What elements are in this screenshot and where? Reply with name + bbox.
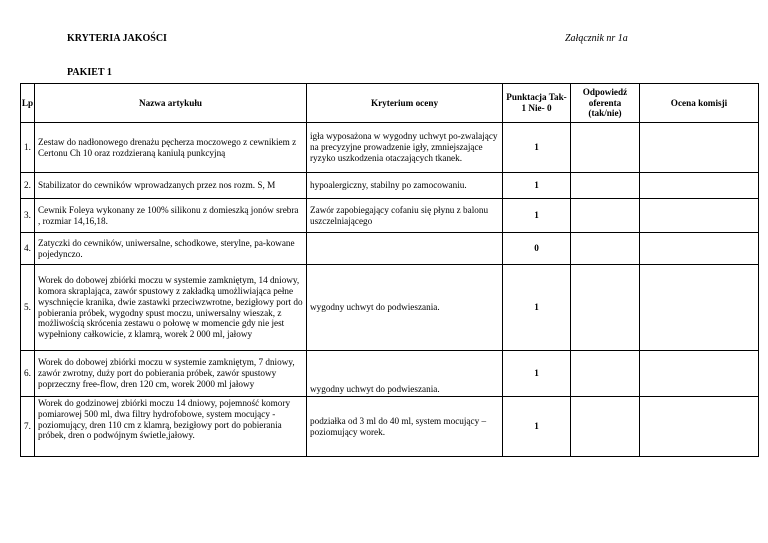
row-score: 1 [503,265,571,351]
row-lp: 3. [21,199,35,233]
row-commission-cell[interactable] [640,173,759,199]
table-row [21,233,759,265]
quality-criteria-table [20,83,759,457]
row-name: Zatyczki do cewników, uniwersalne, schodkowe, sterylne, pa-kowane pojedynczo. [35,233,307,265]
row-score: 1 [503,123,571,173]
row-answer-cell[interactable] [571,265,640,351]
row-score: 1 [503,199,571,233]
header-criterion: Kryterium oceny [307,84,503,123]
row-lp: 6. [21,351,35,397]
row-criterion: wygodny uchwyt do podwieszania. [307,351,503,397]
row-lp: 2. [21,173,35,199]
row-commission-cell[interactable] [640,199,759,233]
row-criterion: igła wyposażona w wygodny uchwyt po-zwalający na precyzyjne prowadzenie igły, zmniejszające ryzyko uszkodzenia otaczających tkanek. [307,123,503,173]
package-label: PAKIET 1 [67,67,112,78]
row-lp: 7. [21,397,35,457]
row-criterion [307,233,503,265]
row-criterion: hypoalergiczny, stabilny po zamocowaniu. [307,173,503,199]
row-lp: 4. [21,233,35,265]
row-commission-cell[interactable] [640,233,759,265]
row-answer-cell[interactable] [571,123,640,173]
row-name: Worek do dobowej zbiórki moczu w systemie zamkniętym, 14 dniowy, komora skraplająca, zawór spustowy z zakładką umożliwiająca pełne wyschnięcie kranika, dwie zastawki przeciwzwrotne, bezigłowy port do pobierania próbek, wygodny spust moczu, uniwersalny wieszak, z możliwością skrócenia zestawu o połowę w momencie gdy nie jest wypełniony całkowicie, z klamrą, worek 2 000 ml, jałowy [35,265,307,351]
row-score: 0 [503,233,571,265]
row-name: Worek do dobowej zbiórki moczu w systemie zamkniętym, 7 dniowy, zawór zwrotny, duży port do pobierania próbek, zawór spustowy poprzeczny free-flow, dren 120 cm, worek 2000 ml jałowy [35,351,307,397]
row-commission-cell[interactable] [640,265,759,351]
table-row [21,199,759,233]
header-lp: Lp [21,84,35,123]
document-title: KRYTERIA JAKOŚCI [67,33,167,44]
row-name: Stabilizator do cewników wprowadzanych przez nos rozm. S, M [35,173,307,199]
row-score: 1 [503,351,571,397]
row-commission-cell[interactable] [640,397,759,457]
row-criterion: Zawór zapobiegający cofaniu się płynu z balonu uszczelniającego [307,199,503,233]
table-row [21,123,759,173]
header-name: Nazwa artykułu [35,84,307,123]
table-row [21,351,759,397]
row-score: 1 [503,173,571,199]
row-answer-cell[interactable] [571,199,640,233]
row-criterion: podziałka od 3 ml do 40 ml, system mocujący – poziomujący worek. [307,397,503,457]
row-commission-cell[interactable] [640,123,759,173]
row-score: 1 [503,397,571,457]
row-name: Worek do godzinowej zbiórki moczu 14 dniowy, pojemność komory pomiarowej 500 ml, dwa filtry hydrofobowe, system mocujący - poziomujący, dren 110 cm z klamrą, bezigłowy port do pobierania próbek, dren o podwójnym świetle,jałowy. [35,397,307,457]
table-row [21,397,759,457]
row-criterion: wygodny uchwyt do podwieszania. [307,265,503,351]
row-answer-cell[interactable] [571,351,640,397]
header-answer: Odpowiedź oferenta (tak/nie) [571,84,640,123]
row-name: Zestaw do nadłonowego drenażu pęcherza moczowego z cewnikiem z Certonu Ch 10 oraz rozdzieraną kaniulą punkcyjną [35,123,307,173]
table-row [21,265,759,351]
header-score: Punktacja Tak- 1 Nie- 0 [503,84,571,123]
annex-label: Załącznik nr 1a [565,33,628,44]
row-answer-cell[interactable] [571,397,640,457]
row-lp: 5. [21,265,35,351]
header-commission: Ocena komisji [640,84,759,123]
row-answer-cell[interactable] [571,173,640,199]
row-lp: 1. [21,123,35,173]
table-row [21,173,759,199]
row-name: Cewnik Foleya wykonany ze 100% silikonu z domieszką jonów srebra , rozmiar 14,16,18. [35,199,307,233]
row-commission-cell[interactable] [640,351,759,397]
row-answer-cell[interactable] [571,233,640,265]
